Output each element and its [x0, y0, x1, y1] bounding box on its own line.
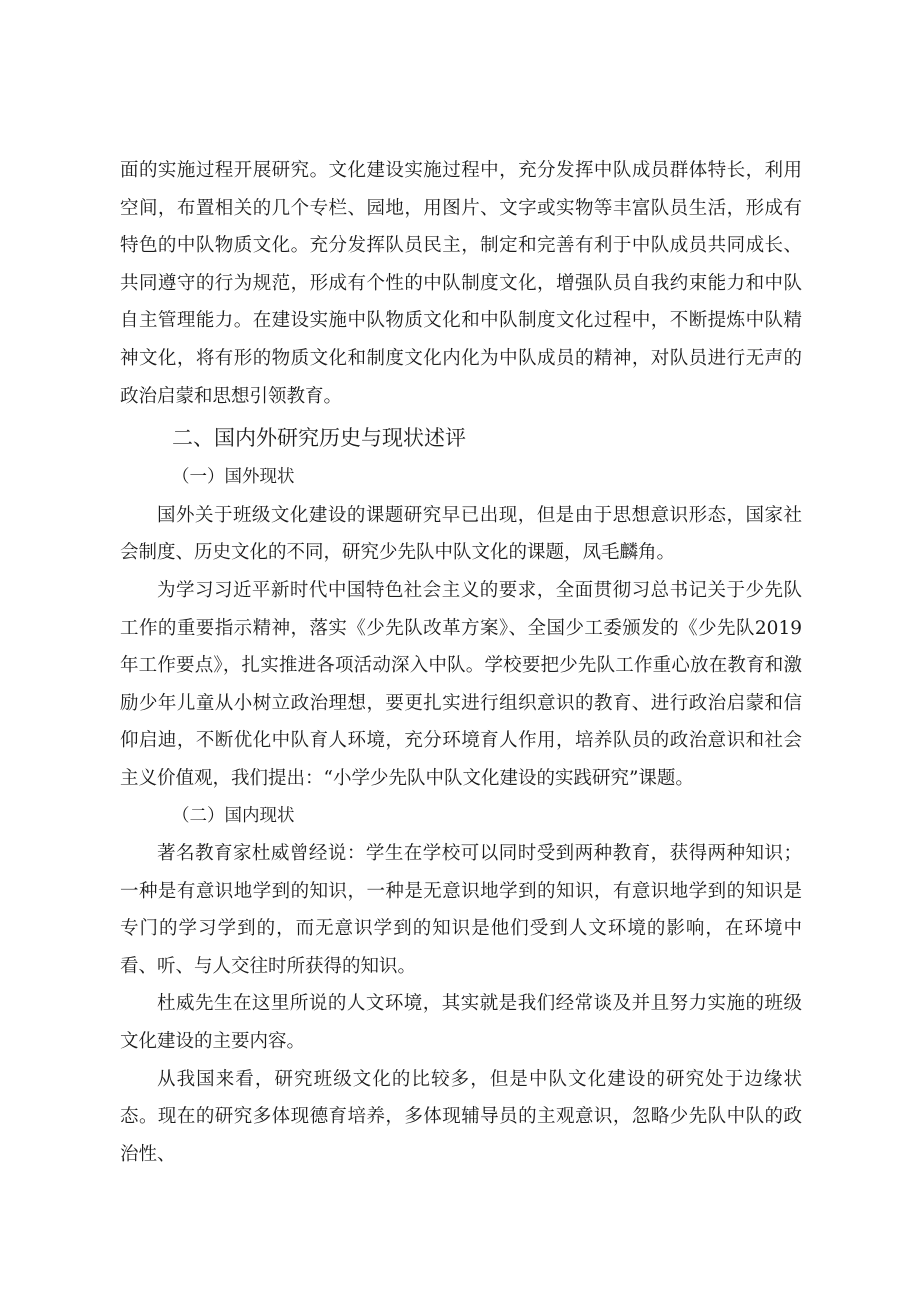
paragraph-dewey-environment: 杜威先生在这里所说的人文环境，其实就是我们经常谈及并且努力实施的班级文化建设的主要内容。	[120, 993, 802, 1053]
subsection-heading-foreign: （一）国外现状	[172, 467, 295, 488]
paragraph-domestic-research: 从我国来看，研究班级文化的比较多，但是中队文化建设的研究处于边缘状态。现在的研究多体现德育培养，多体现辅导员的主观意识，忽略少先队中队的政治性、	[120, 1068, 802, 1165]
paragraph-continuation: 面的实施过程开展研究。文化建设实施过程中，充分发挥中队成员群体特长，利用空间，布置相关的几个专栏、园地，用图片、文字或实物等丰富队员生活，形成有特色的中队物质文化。充分发挥队员民主，制定和完善有利于中队成员共同成长、共同遵守的行为规范，形成有个性的中队制度文化，增强队员自我约束能力和中队自主管理能力。在建设实施中队物质文化和中队制度文化过程中，不断提炼中队精神文化，将有形的物质文化和制度文化内化为中队成员的精神，对队员进行无声的政治启蒙和思想引领教育。	[120, 160, 802, 407]
paragraph-project-rationale: 为学习习近平新时代中国特色社会主义的要求，全面贯彻习总书记关于少先队工作的重要指示精神，落实《少先队改革方案》、全国少工委颁发的《少先队2019年工作要点》，扎实推进各项活动深入中队。学校要把少先队工作重心放在教育和激励少年儿童从小树立政治理想，要更扎实进行组织意识的教育、进行政治启蒙和信仰启迪，不断优化中队育人环境，充分环境育人作用，培养队员的政治意识和社会主义价值观，我们提出：“小学少先队中队文化建设的实践研究”课题。	[120, 579, 802, 789]
document-body	[120, 152, 802, 1173]
paragraph-foreign-status: 国外关于班级文化建设的课题研究早已出现，但是由于思想意识形态，国家社会制度、历史文化的不同，研究少先队中队文化的课题，凤毛麟角。	[120, 504, 802, 564]
paragraph-dewey-quote: 著名教育家杜威曾经说：学生在学校可以同时受到两种教育，获得两种知识；一种是有意识地学到的知识，一种是无意识地学到的知识，有意识地学到的知识是专门的学习学到的，而无意识学到的知识是他们受到人文环境的影响，在环境中看、听、与人交往时所获得的知识。	[120, 843, 802, 977]
section-heading: 二、国内外研究历史与现状述评	[172, 426, 466, 451]
subsection-heading-domestic: （二）国内现状	[172, 805, 295, 826]
